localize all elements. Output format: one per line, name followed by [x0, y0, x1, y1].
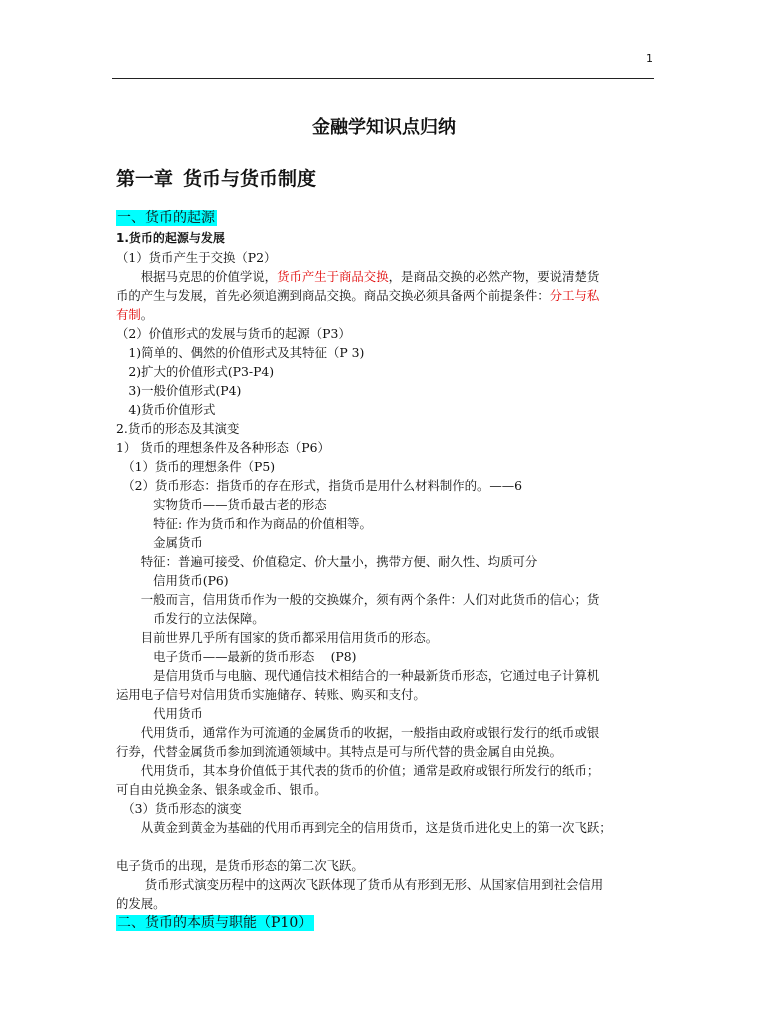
body-line: 电子货币的出现，是货币形态的第二次飞跃。 [116, 858, 364, 873]
highlighted-phrase: 有制 [116, 307, 141, 322]
body-line: 从黄金到黄金为基础的代用币再到完全的信用货币，这是货币进化史上的第一次飞跃； [116, 820, 612, 835]
body-line [116, 267, 656, 286]
body-line: 币发行的立法保障。 [116, 611, 265, 626]
body-line: 2)扩大的价值形式(P3-P4) [116, 364, 275, 379]
highlighted-phrase: 分工与私 [549, 288, 600, 303]
page-number: 1 [646, 52, 653, 65]
body-line: 1） 货币的理想条件及各种形态（P6） [116, 440, 330, 455]
body-line: （1）货币的理想条件（P5) [116, 459, 276, 474]
body-line [116, 305, 656, 324]
header-rule [112, 78, 654, 79]
text-run: 币的产生与发展，首先必须追溯到商品交换。商品交换必须具备两个前提条件： [116, 288, 550, 303]
body-line [116, 286, 656, 305]
body-line: 货币形式演变历程中的这两次飞跃体现了货币从有形到无形、从国家信用到社会信用 [116, 877, 604, 892]
body-line: 特征：普遍可接受、价值稳定、价大量小，携带方便、耐久性、均质可分 [116, 554, 538, 569]
chapter-title [116, 164, 316, 191]
section-heading-text: 一、货币的起源 [117, 210, 215, 226]
section-heading [116, 208, 656, 229]
body-line: 目前世界几乎所有国家的货币都采用信用货币的形态。 [116, 630, 439, 645]
body-line: 2.货币的形态及其演变 [116, 421, 240, 436]
body-line: 是信用货币与电脑、现代通信技术相结合的一种最新货币形态，它通过电子计算机 [116, 668, 600, 683]
body-line: 金属货币 [116, 535, 203, 550]
body-line: 运用电子信号对信用货币实施储存、转账、购买和支付。 [116, 687, 426, 702]
body-line: 4)货币价值形式 [116, 402, 216, 417]
body-line: 一般而言，信用货币作为一般的交换媒介，须有两个条件：人们对此货币的信心；货 [116, 592, 600, 607]
body-line: 信用货币(P6) [116, 573, 229, 588]
body-line: （2）货币形态：指货币的存在形式，指货币是用什么材料制作的。——6 [116, 478, 523, 493]
text-run: ，是商品交换的必然产物，要说清楚货 [388, 269, 600, 284]
body-line: 代用货币，通常作为可流通的金属货币的收据，一般指由政府或银行发行的纸币或银 [116, 725, 600, 740]
chapter-label: 第一章 [116, 168, 174, 190]
body-line: 代用货币，其本身价值低于其代表的货币的价值；通常是政府或银行所发行的纸币； [116, 763, 600, 778]
body-line: 1)简单的、偶然的价值形式及其特征（P 3) [116, 345, 365, 360]
body-line: 行券，代替金属货币参加到流通领域中。其特点是可与所代替的贵金属自由兑换。 [116, 744, 563, 759]
chapter-name: 货币与货币制度 [183, 168, 317, 190]
highlighted-phrase: 货币产生于商品交换 [277, 269, 389, 284]
body-line: （3）货币形态的演变 [116, 801, 242, 816]
text-run: 。 [140, 307, 154, 322]
body-line: （2）价值形式的发展与货币的起源（P3） [116, 326, 351, 341]
body-line: 特征: 作为货币和作为商品的价值相等。 [116, 516, 372, 531]
section-heading-text: 二、货币的本质与职能（P10） [117, 915, 313, 931]
body-line: （1）货币产生于交换（P2） [116, 250, 277, 265]
subsection-heading: 1.货币的起源与发展 [116, 231, 225, 245]
body-line: 实物货币——货币最古老的形态 [116, 497, 327, 512]
text-run: 根据马克思的价值学说， [116, 269, 278, 284]
body-line: 3)一般价值形式(P4) [116, 383, 242, 398]
body-line: 可自由兑换金条、银条或金币、银币。 [116, 782, 327, 797]
blank-line [116, 837, 656, 856]
section-heading [116, 913, 656, 934]
body-line: 电子货币——最新的货币形态 (P8) [116, 649, 357, 664]
document-title: 金融学知识点归纳 [312, 117, 456, 138]
body-line: 代用货币 [116, 706, 203, 721]
body-line: 的发展。 [116, 896, 166, 911]
document-body [116, 208, 656, 934]
